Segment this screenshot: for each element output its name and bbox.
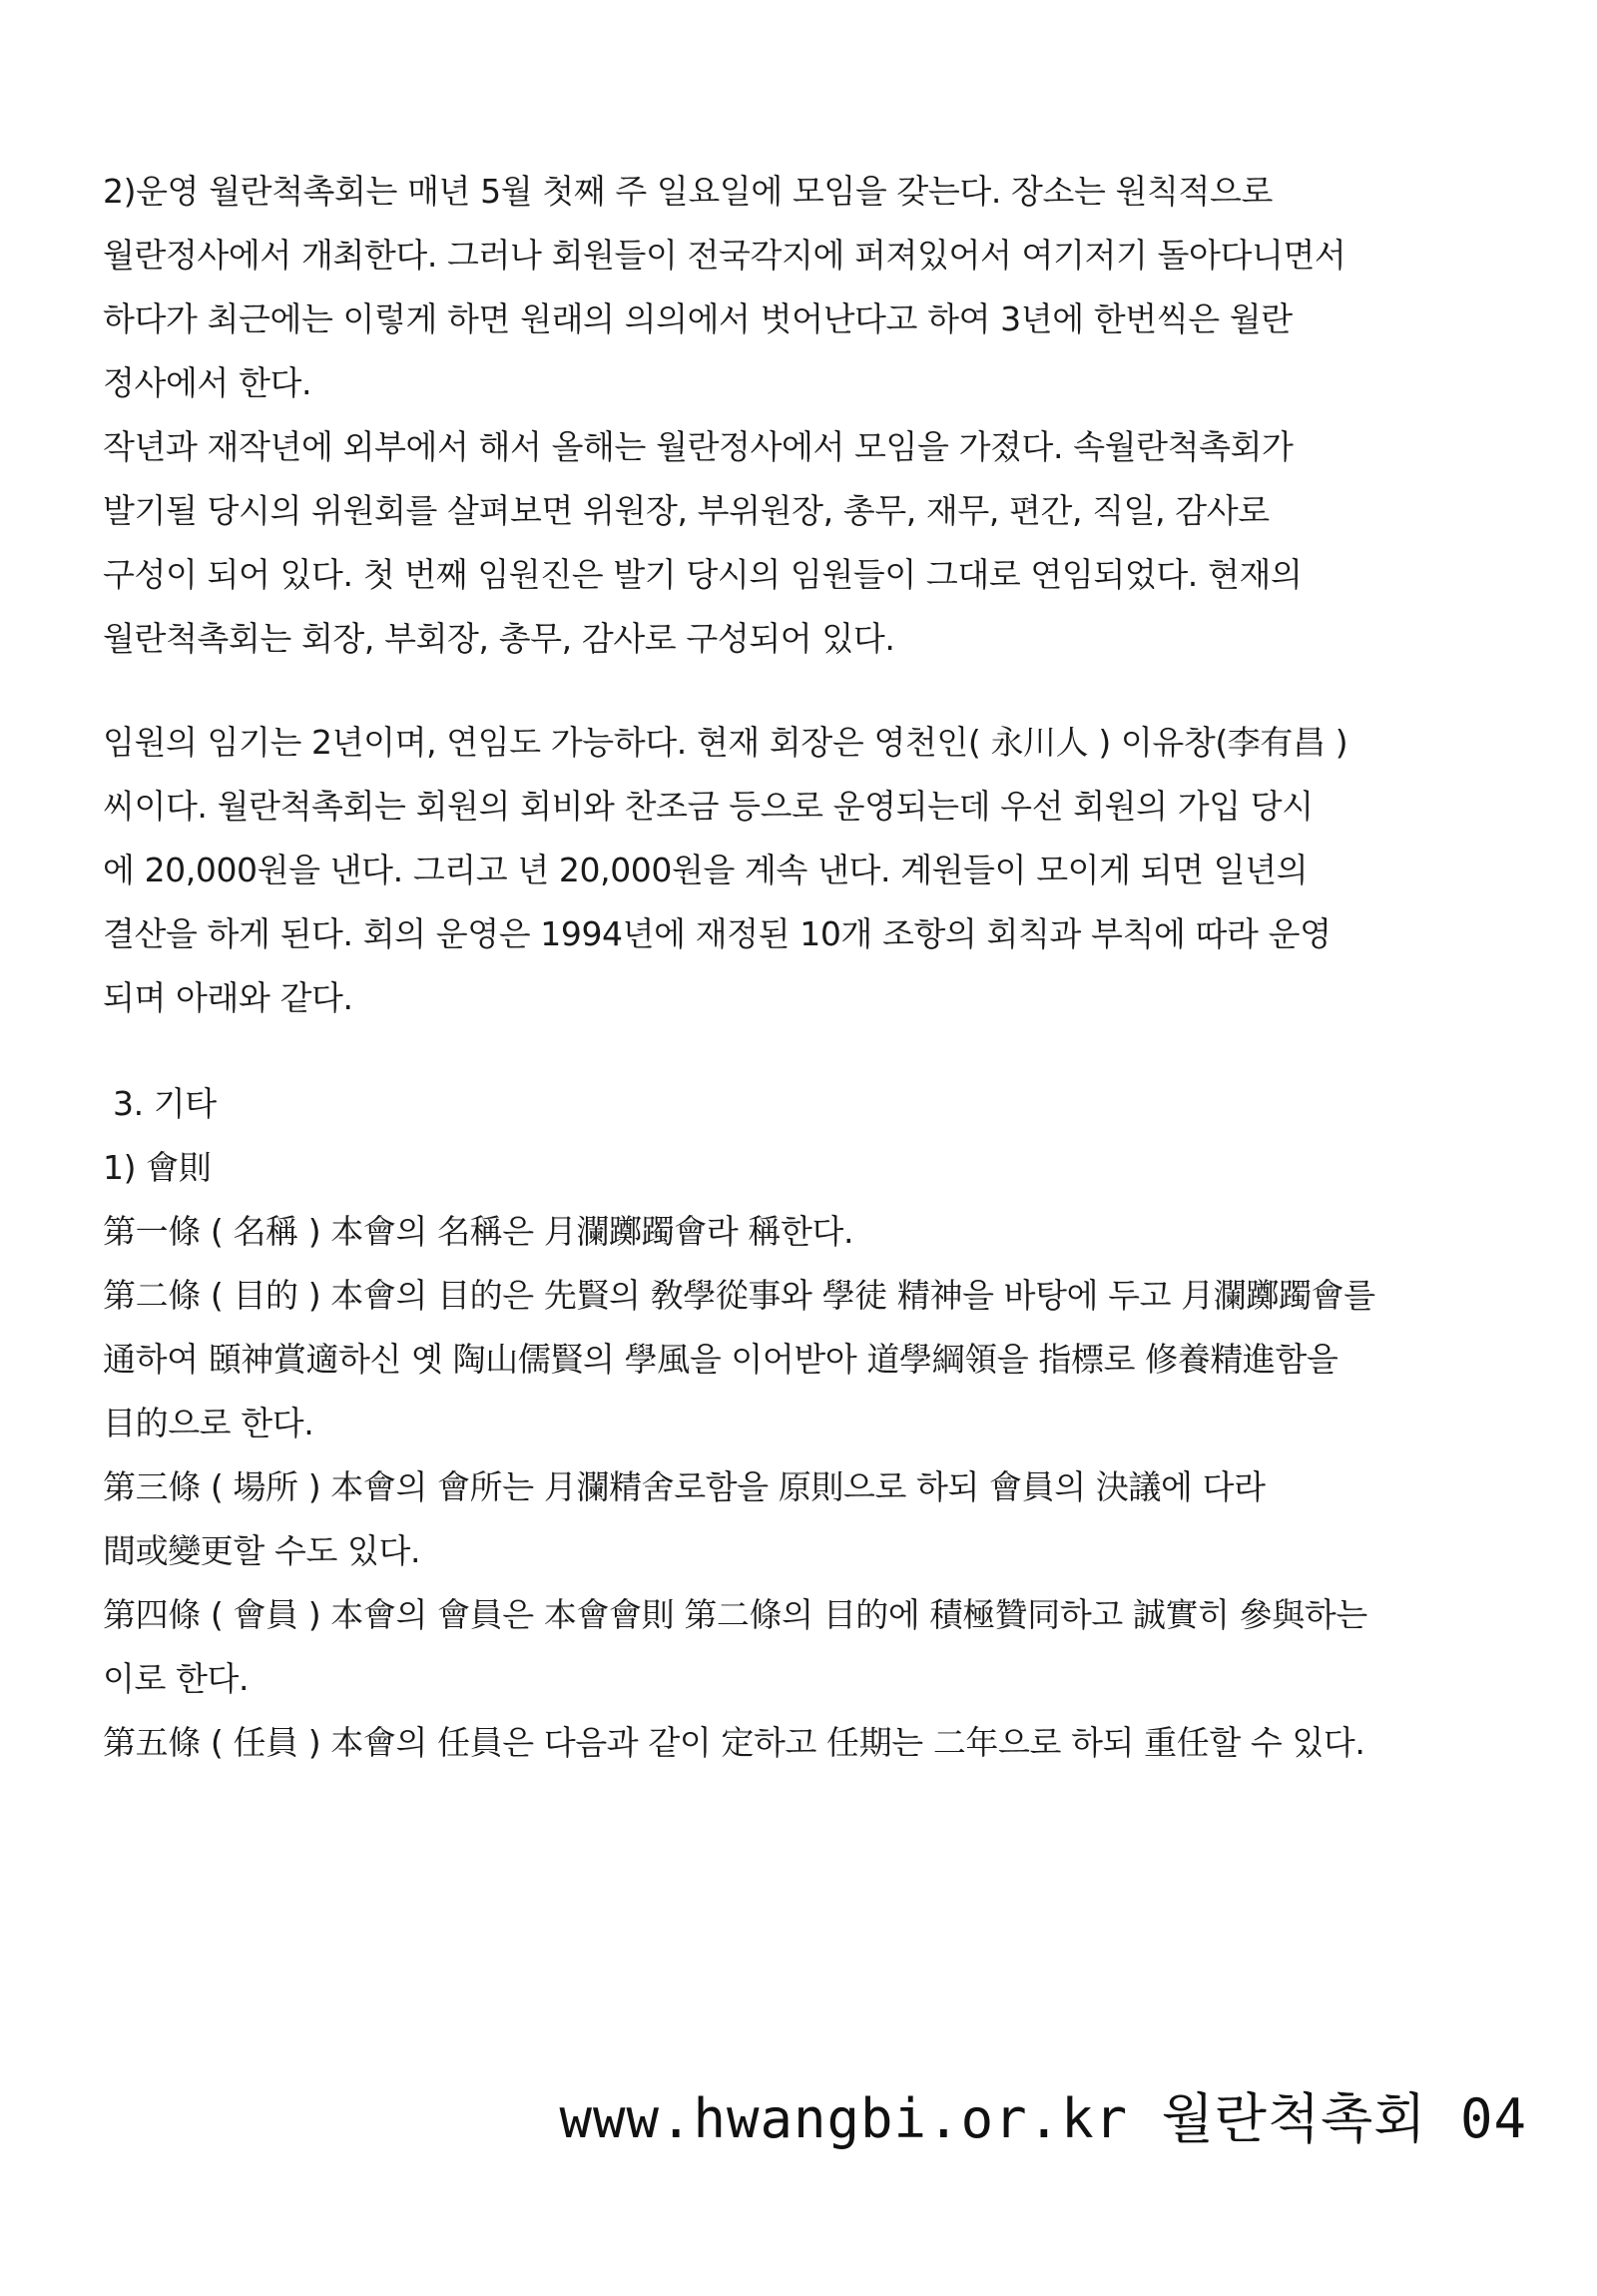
article-line: 第一條 ( 名稱 ) 本會의 名稱은 月瀾躑躅會라 稱한다.: [103, 1212, 854, 1251]
officers-paragraph: [103, 711, 1550, 1030]
text-line: 임원의 임기는 2년이며, 연임도 가능하다. 현재 회장은 영천인( 永川人 ) 이유창(李有昌 ): [103, 723, 1348, 762]
article-line: 第四條 ( 會員 ) 本會의 會員은 本會會則 第二條의 目的에 積極贊同하고 誠實히 參與하는: [103, 1595, 1367, 1634]
document-body: [103, 160, 1550, 1775]
text-line: 월란정사에서 개최한다. 그러나 회원들이 전국각지에 퍼져있어서 여기저기 돌아다니면서: [103, 236, 1346, 275]
text-line: 월란척촉회는 회장, 부회장, 총무, 감사로 구성되어 있다.: [103, 619, 895, 658]
text-line: 발기될 당시의 위원회를 살펴보면 위원장, 부위원장, 총무, 재무, 편간, 직일, 감사로: [103, 491, 1270, 530]
section-title: 3. 기타: [113, 1084, 217, 1123]
text-line: 작년과 재작년에 외부에서 해서 올해는 월란정사에서 모임을 가졌다. 속월란척촉회가: [103, 427, 1294, 466]
page-footer: www.hwangbi.or.kr 월란척촉회 04: [559, 2087, 1527, 2150]
text-line: 되며 아래와 같다.: [103, 978, 353, 1017]
paragraph-spacer: [103, 1030, 1550, 1072]
text-line: 하다가 최근에는 이렇게 하면 원래의 의의에서 벗어난다고 하여 3년에 한번씩은 월란: [103, 299, 1293, 338]
article-line: 第五條 ( 任員 ) 本會의 任員은 다음과 같이 定하고 任期는 二年으로 하되 重任할 수 있다.: [103, 1723, 1365, 1762]
article-line: 通하여 頣神賞適하신 옛 陶山儒賢의 學風을 이어받아 道學綱領을 指標로 修養精進함을: [103, 1340, 1338, 1379]
text-line: 2)운영 월란척촉회는 매년 5월 첫째 주 일요일에 모임을 갖는다. 장소는 원칙적으로: [103, 172, 1273, 211]
article-line: 第三條 ( 場所 ) 本會의 會所는 月瀾精舍로함을 原則으로 하되 會員의 決議에 다라: [103, 1467, 1266, 1506]
article-line: 目的으로 한다.: [103, 1404, 314, 1442]
article-line: 이로 한다.: [103, 1659, 250, 1698]
article-line: 間或變更할 수도 있다.: [103, 1531, 421, 1570]
text-line: 결산을 하게 된다. 회의 운영은 1994년에 재정된 10개 조항의 회칙과 부칙에 따라 운영: [103, 914, 1331, 953]
paragraph-spacer: [103, 671, 1550, 711]
text-line: 구성이 되어 있다. 첫 번째 임원진은 발기 당시의 임원들이 그대로 연임되었다. 현재의: [103, 555, 1303, 594]
text-line: 정사에서 한다.: [103, 363, 312, 402]
articles-list: [103, 1200, 1550, 1775]
text-line: 씨이다. 월란척촉회는 회원의 회비와 찬조금 등으로 운영되는데 우선 회원의 가입 당시: [103, 787, 1314, 826]
article-line: 第二條 ( 目的 ) 本會의 目的은 先賢의 敎學從事와 學徒 精神을 바탕에 두고 月瀾躑躅會를: [103, 1276, 1375, 1315]
operation-paragraph: [103, 160, 1550, 671]
text-line: 에 20,000원을 낸다. 그리고 년 20,000원을 계속 낸다. 계원들이 모이게 되면 일년의: [103, 851, 1309, 889]
section-subtitle: 1) 會則: [103, 1148, 212, 1187]
